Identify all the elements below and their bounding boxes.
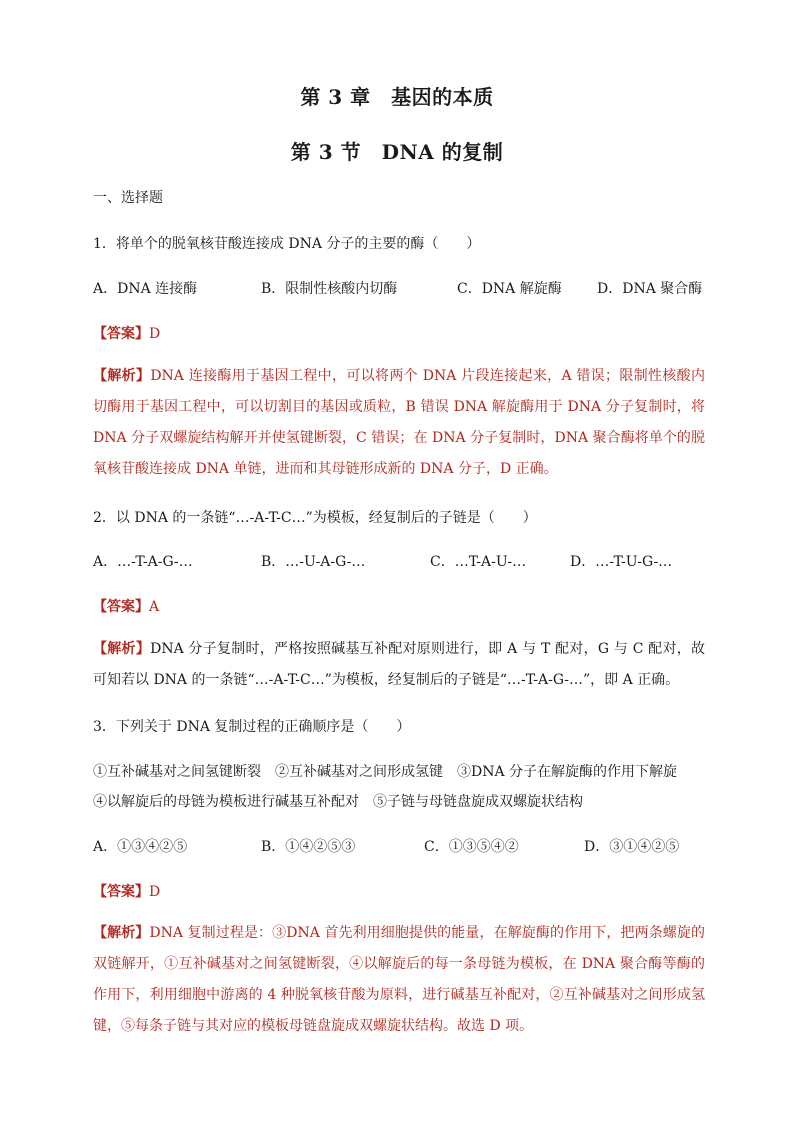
question-3-steps-line-2: ④以解旋后的母链为模板进行碱基互补配对 ⑤子链与母链盘旋成双螺旋状结构 xyxy=(93,794,583,810)
question-2-option-a: A．…-T-A-G-… xyxy=(93,554,193,570)
answer-tag: 【答案】 xyxy=(93,326,149,342)
question-2-option-b: B．…-U-A-G-… xyxy=(261,554,366,570)
question-3-option-a: A．①③④②⑤ xyxy=(93,839,188,855)
analysis-tag: 【解析】 xyxy=(93,368,151,384)
question-2-analysis xyxy=(93,634,705,696)
section-title: 第 3 节 DNA 的复制 xyxy=(290,140,504,164)
analysis-text: DNA 复制过程是：③DNA 首先利用细胞提供的能量，在解旋酶的作用下，把两条螺旋的双链解开，①互补碱基对之间氢键断裂，④以解旋后的每一条母链为模板，在 DNA 聚合酶等酶的作用下，利用细胞中游离的 4 种脱氧核苷酸为原料，进行碱基互补配对，②互补碱基对之间形成氢键，⑤每条子链与其对应的模板母链盘旋成双螺旋状结构。故选 D 项。 xyxy=(93,925,705,1034)
question-3-answer xyxy=(93,881,713,901)
question-2-answer xyxy=(93,596,713,616)
question-3-stem: 3．下列关于 DNA 复制过程的正确顺序是（ ） xyxy=(93,719,411,735)
question-1-option-d: D．DNA 聚合酶 xyxy=(597,281,703,297)
analysis-tag: 【解析】 xyxy=(93,641,151,657)
analysis-text: DNA 连接酶用于基因工程中，可以将两个 DNA 片段连接起来，A 错误；限制性核酸内切酶用于基因工程中，可以切割目的基因或质粒，B 错误 DNA 解旋酶用于 DNA 分子复制时，将 DNA 分子双螺旋结构解开并使氢键断裂，C 错误；在 DNA 分子复制时，DNA 聚合酶将单个的脱氧核苷酸连接成 DNA 单链，进而和其母链形成新的 DNA 分子，D 正确。 xyxy=(93,368,705,477)
question-3-option-b: B．①④②⑤③ xyxy=(261,839,356,855)
answer-value: A xyxy=(149,599,160,615)
question-3-option-c: C．①③⑤④② xyxy=(424,839,519,855)
answer-value: D xyxy=(149,884,161,900)
question-3-option-d: D．③①④②⑤ xyxy=(584,839,680,855)
question-3-analysis xyxy=(93,918,705,1042)
question-2-option-d: D．…-T-U-G-… xyxy=(570,554,673,570)
answer-value: D xyxy=(149,326,161,342)
question-1-option-a: A．DNA 连接酶 xyxy=(93,281,198,297)
part-heading: 一、选择题 xyxy=(93,190,163,206)
question-2-stem: 2．以 DNA 的一条链“…-A-T-C…”为模板，经复制后的子链是（ ） xyxy=(93,510,537,526)
answer-tag: 【答案】 xyxy=(93,599,149,615)
answer-tag: 【答案】 xyxy=(93,884,149,900)
analysis-tag: 【解析】 xyxy=(93,925,150,941)
question-3-steps-line-1: ①互补碱基对之间氢键断裂 ②互补碱基对之间形成氢键 ③DNA 分子在解旋酶的作用下解旋 xyxy=(93,764,678,780)
analysis-text: DNA 分子复制时，严格按照碱基互补配对原则进行，即 A 与 T 配对，G 与 C 配对，故可知若以 DNA 的一条链“…-A-T-C…”为模板，经复制后的子链是“…-T-A-G-…”，即 A 正确。 xyxy=(93,641,705,688)
question-1-option-b: B．限制性核酸内切酶 xyxy=(261,281,398,297)
question-2-option-c: C．…T-A-U-… xyxy=(430,554,527,570)
question-1-option-c: C．DNA 解旋酶 xyxy=(457,281,562,297)
chapter-title: 第 3 章 基因的本质 xyxy=(300,85,494,109)
question-1-answer xyxy=(93,323,713,343)
question-1-analysis xyxy=(93,361,705,485)
question-1-stem: 1．将单个的脱氧核苷酸连接成 DNA 分子的主要的酶（ ） xyxy=(93,236,481,252)
